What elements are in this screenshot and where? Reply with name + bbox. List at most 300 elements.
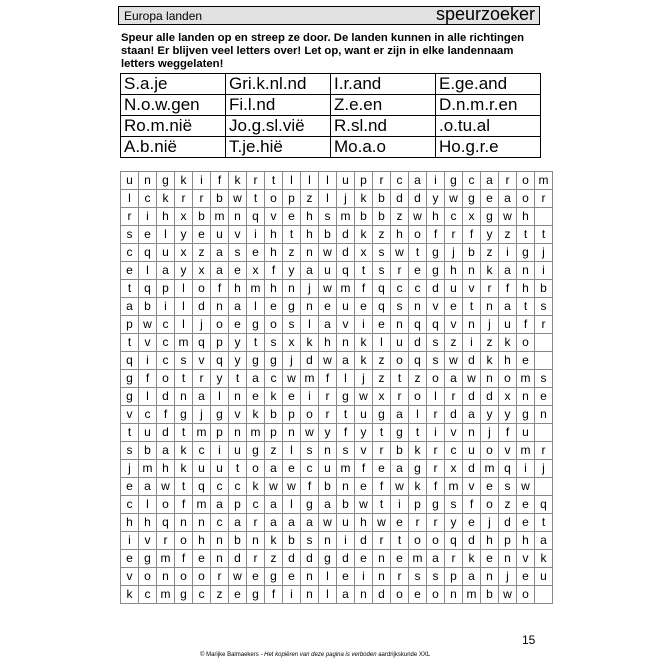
grid-cell[interactable]: c — [139, 190, 157, 208]
grid-cell[interactable]: c — [157, 334, 175, 352]
grid-cell[interactable]: q — [373, 280, 391, 298]
grid-cell[interactable]: z — [373, 352, 391, 370]
grid-cell[interactable]: u — [337, 298, 355, 316]
grid-cell[interactable]: i — [355, 568, 373, 586]
grid-cell[interactable]: r — [499, 172, 517, 190]
grid-cell[interactable]: p — [157, 280, 175, 298]
grid-cell[interactable]: r — [193, 370, 211, 388]
grid-cell[interactable]: f — [427, 226, 445, 244]
grid-cell[interactable]: t — [535, 226, 553, 244]
grid-cell[interactable]: q — [409, 316, 427, 334]
grid-cell[interactable]: h — [319, 334, 337, 352]
grid-cell[interactable]: h — [517, 532, 535, 550]
grid-cell[interactable]: e — [139, 226, 157, 244]
grid-cell[interactable]: z — [283, 244, 301, 262]
grid-cell[interactable]: f — [463, 496, 481, 514]
grid-cell[interactable]: k — [157, 190, 175, 208]
grid-cell[interactable]: u — [355, 406, 373, 424]
grid-cell[interactable]: n — [337, 334, 355, 352]
grid-cell[interactable]: o — [409, 226, 427, 244]
grid-cell[interactable]: g — [319, 550, 337, 568]
grid-cell[interactable]: g — [265, 352, 283, 370]
grid-cell[interactable]: f — [463, 226, 481, 244]
grid-cell[interactable]: t — [121, 424, 139, 442]
grid-cell[interactable]: a — [121, 298, 139, 316]
grid-cell[interactable]: w — [319, 280, 337, 298]
grid-cell[interactable]: n — [301, 568, 319, 586]
grid-cell[interactable]: m — [175, 334, 193, 352]
grid-cell[interactable]: a — [283, 514, 301, 532]
grid-cell[interactable]: n — [283, 424, 301, 442]
grid-cell[interactable]: q — [211, 352, 229, 370]
grid-cell[interactable]: m — [157, 550, 175, 568]
grid-cell[interactable]: l — [427, 388, 445, 406]
grid-cell[interactable]: g — [481, 208, 499, 226]
grid-cell[interactable]: n — [355, 586, 373, 604]
grid-cell[interactable]: c — [157, 352, 175, 370]
grid-cell[interactable]: s — [229, 244, 247, 262]
grid-cell[interactable]: x — [463, 208, 481, 226]
grid-cell[interactable]: u — [391, 334, 409, 352]
grid-cell[interactable]: y — [229, 334, 247, 352]
grid-cell[interactable]: j — [535, 460, 553, 478]
grid-cell[interactable]: w — [265, 478, 283, 496]
grid-cell[interactable]: c — [247, 496, 265, 514]
grid-cell[interactable]: i — [427, 172, 445, 190]
grid-cell[interactable]: r — [373, 532, 391, 550]
grid-cell[interactable]: w — [445, 352, 463, 370]
grid-cell[interactable]: g — [175, 406, 193, 424]
grid-cell[interactable]: k — [265, 388, 283, 406]
grid-cell[interactable]: s — [373, 262, 391, 280]
grid-cell[interactable]: j — [121, 460, 139, 478]
grid-cell[interactable]: c — [121, 244, 139, 262]
grid-cell[interactable]: t — [175, 424, 193, 442]
grid-cell[interactable]: n — [319, 532, 337, 550]
grid-cell[interactable]: u — [157, 244, 175, 262]
grid-cell[interactable]: g — [247, 586, 265, 604]
grid-cell[interactable]: l — [211, 388, 229, 406]
grid-cell[interactable]: l — [175, 280, 193, 298]
grid-cell[interactable]: t — [373, 496, 391, 514]
grid-cell[interactable]: b — [463, 244, 481, 262]
grid-cell[interactable]: v — [499, 442, 517, 460]
grid-cell[interactable]: t — [535, 514, 553, 532]
grid-cell[interactable]: p — [211, 424, 229, 442]
grid-cell[interactable]: s — [121, 442, 139, 460]
grid-cell[interactable]: e — [193, 226, 211, 244]
grid-cell[interactable]: u — [337, 514, 355, 532]
grid-cell[interactable]: w — [445, 190, 463, 208]
grid-cell[interactable]: o — [517, 190, 535, 208]
grid-cell[interactable]: p — [229, 496, 247, 514]
grid-cell[interactable]: a — [211, 244, 229, 262]
grid-cell[interactable]: o — [481, 442, 499, 460]
grid-cell[interactable]: b — [265, 406, 283, 424]
grid-cell[interactable]: d — [283, 550, 301, 568]
grid-cell[interactable]: u — [139, 424, 157, 442]
grid-cell[interactable]: y — [499, 406, 517, 424]
grid-cell[interactable]: l — [283, 496, 301, 514]
grid-cell[interactable]: z — [481, 334, 499, 352]
grid-cell[interactable]: l — [139, 388, 157, 406]
grid-cell[interactable]: e — [283, 460, 301, 478]
grid-cell[interactable]: e — [283, 208, 301, 226]
grid-cell[interactable]: v — [121, 406, 139, 424]
grid-cell[interactable]: f — [175, 496, 193, 514]
grid-cell[interactable]: g — [247, 352, 265, 370]
grid-cell[interactable]: c — [265, 370, 283, 388]
grid-cell[interactable]: o — [211, 316, 229, 334]
grid-cell[interactable]: k — [301, 334, 319, 352]
grid-cell[interactable]: t — [121, 334, 139, 352]
grid-cell[interactable]: m — [481, 460, 499, 478]
grid-cell[interactable]: n — [139, 172, 157, 190]
grid-cell[interactable] — [535, 586, 553, 604]
grid-cell[interactable]: b — [319, 478, 337, 496]
grid-cell[interactable]: d — [337, 550, 355, 568]
grid-cell[interactable]: t — [463, 298, 481, 316]
grid-cell[interactable]: h — [499, 352, 517, 370]
grid-cell[interactable]: h — [445, 262, 463, 280]
grid-cell[interactable]: a — [535, 532, 553, 550]
grid-cell[interactable]: y — [319, 424, 337, 442]
grid-cell[interactable]: o — [139, 568, 157, 586]
grid-cell[interactable]: v — [121, 568, 139, 586]
grid-cell[interactable]: i — [427, 424, 445, 442]
grid-cell[interactable]: r — [121, 208, 139, 226]
grid-cell[interactable]: n — [175, 514, 193, 532]
grid-cell[interactable]: p — [265, 424, 283, 442]
grid-cell[interactable]: v — [337, 316, 355, 334]
grid-cell[interactable]: a — [229, 514, 247, 532]
grid-cell[interactable]: s — [535, 370, 553, 388]
grid-cell[interactable]: o — [427, 586, 445, 604]
grid-cell[interactable]: o — [409, 532, 427, 550]
grid-cell[interactable]: n — [211, 532, 229, 550]
grid-cell[interactable]: g — [445, 172, 463, 190]
grid-cell[interactable]: t — [247, 334, 265, 352]
grid-cell[interactable]: k — [229, 172, 247, 190]
grid-cell[interactable]: u — [445, 280, 463, 298]
grid-cell[interactable]: f — [319, 370, 337, 388]
grid-cell[interactable]: r — [427, 442, 445, 460]
grid-cell[interactable]: n — [157, 568, 175, 586]
grid-cell[interactable]: z — [409, 370, 427, 388]
grid-cell[interactable]: m — [409, 550, 427, 568]
grid-cell[interactable]: r — [427, 514, 445, 532]
grid-cell[interactable]: z — [301, 190, 319, 208]
grid-cell[interactable]: d — [157, 424, 175, 442]
grid-cell[interactable]: j — [283, 352, 301, 370]
grid-cell[interactable]: n — [301, 586, 319, 604]
grid-cell[interactable]: w — [283, 478, 301, 496]
grid-cell[interactable]: n — [481, 568, 499, 586]
grid-cell[interactable]: t — [337, 406, 355, 424]
grid-cell[interactable]: q — [157, 514, 175, 532]
grid-cell[interactable]: v — [463, 280, 481, 298]
grid-cell[interactable]: a — [337, 586, 355, 604]
grid-cell[interactable]: e — [481, 190, 499, 208]
grid-cell[interactable]: k — [481, 262, 499, 280]
grid-cell[interactable]: e — [355, 478, 373, 496]
grid-cell[interactable]: f — [211, 172, 229, 190]
grid-cell[interactable]: w — [409, 208, 427, 226]
grid-cell[interactable]: l — [283, 172, 301, 190]
grid-cell[interactable]: z — [211, 586, 229, 604]
grid-cell[interactable]: o — [391, 352, 409, 370]
grid-cell[interactable]: m — [337, 280, 355, 298]
grid-cell[interactable]: z — [373, 370, 391, 388]
grid-cell[interactable]: s — [319, 208, 337, 226]
grid-cell[interactable]: d — [229, 550, 247, 568]
grid-cell[interactable]: u — [463, 442, 481, 460]
grid-cell[interactable]: g — [301, 496, 319, 514]
grid-cell[interactable]: h — [229, 280, 247, 298]
grid-cell[interactable]: w — [319, 352, 337, 370]
grid-cell[interactable]: s — [535, 298, 553, 316]
grid-cell[interactable]: s — [337, 442, 355, 460]
grid-cell[interactable]: m — [337, 460, 355, 478]
grid-cell[interactable]: h — [427, 208, 445, 226]
grid-cell[interactable]: y — [229, 352, 247, 370]
grid-cell[interactable]: i — [391, 496, 409, 514]
grid-cell[interactable]: e — [337, 568, 355, 586]
grid-cell[interactable]: o — [265, 190, 283, 208]
grid-cell[interactable]: l — [139, 496, 157, 514]
grid-cell[interactable]: d — [301, 550, 319, 568]
grid-cell[interactable]: k — [535, 550, 553, 568]
grid-cell[interactable]: s — [373, 244, 391, 262]
grid-cell[interactable]: t — [175, 478, 193, 496]
grid-cell[interactable]: r — [427, 460, 445, 478]
grid-cell[interactable]: c — [139, 586, 157, 604]
grid-cell[interactable]: r — [247, 514, 265, 532]
grid-cell[interactable]: h — [517, 208, 535, 226]
grid-cell[interactable]: n — [247, 532, 265, 550]
grid-cell[interactable]: s — [499, 478, 517, 496]
grid-cell[interactable]: p — [283, 406, 301, 424]
grid-cell[interactable]: o — [157, 370, 175, 388]
grid-cell[interactable]: d — [409, 190, 427, 208]
grid-cell[interactable]: q — [373, 298, 391, 316]
grid-cell[interactable]: w — [319, 244, 337, 262]
grid-cell[interactable]: e — [229, 316, 247, 334]
grid-cell[interactable]: i — [193, 172, 211, 190]
grid-cell[interactable]: q — [247, 208, 265, 226]
grid-cell[interactable]: h — [157, 208, 175, 226]
grid-cell[interactable]: e — [391, 514, 409, 532]
grid-cell[interactable]: j — [481, 514, 499, 532]
grid-cell[interactable]: w — [391, 244, 409, 262]
grid-cell[interactable]: d — [301, 352, 319, 370]
grid-cell[interactable]: w — [157, 478, 175, 496]
grid-cell[interactable]: j — [535, 244, 553, 262]
grid-cell[interactable]: m — [193, 424, 211, 442]
grid-cell[interactable]: r — [319, 388, 337, 406]
grid-cell[interactable]: g — [157, 172, 175, 190]
grid-cell[interactable]: p — [121, 316, 139, 334]
grid-cell[interactable]: x — [193, 262, 211, 280]
grid-cell[interactable]: r — [373, 442, 391, 460]
grid-cell[interactable]: c — [211, 478, 229, 496]
grid-cell[interactable]: b — [373, 208, 391, 226]
grid-cell[interactable]: t — [121, 280, 139, 298]
grid-cell[interactable]: s — [427, 352, 445, 370]
grid-cell[interactable]: u — [319, 262, 337, 280]
grid-cell[interactable]: f — [139, 370, 157, 388]
grid-cell[interactable]: i — [139, 208, 157, 226]
grid-cell[interactable]: l — [319, 586, 337, 604]
grid-cell[interactable]: o — [427, 370, 445, 388]
grid-cell[interactable]: p — [211, 334, 229, 352]
grid-cell[interactable]: s — [283, 316, 301, 334]
grid-cell[interactable]: z — [373, 226, 391, 244]
grid-cell[interactable]: v — [139, 334, 157, 352]
grid-cell[interactable]: o — [409, 388, 427, 406]
grid-cell[interactable]: w — [139, 316, 157, 334]
grid-cell[interactable]: e — [517, 568, 535, 586]
grid-cell[interactable]: k — [481, 352, 499, 370]
grid-cell[interactable]: s — [121, 226, 139, 244]
grid-cell[interactable]: m — [247, 280, 265, 298]
grid-cell[interactable]: w — [229, 190, 247, 208]
grid-cell[interactable]: p — [499, 532, 517, 550]
grid-cell[interactable]: i — [499, 244, 517, 262]
grid-cell[interactable]: o — [265, 316, 283, 334]
grid-cell[interactable]: l — [319, 190, 337, 208]
grid-cell[interactable]: j — [355, 370, 373, 388]
grid-cell[interactable]: e — [355, 550, 373, 568]
grid-cell[interactable]: i — [517, 460, 535, 478]
grid-cell[interactable]: u — [499, 316, 517, 334]
grid-cell[interactable]: e — [409, 586, 427, 604]
grid-cell[interactable]: o — [301, 406, 319, 424]
grid-cell[interactable]: p — [409, 496, 427, 514]
grid-cell[interactable]: f — [265, 262, 283, 280]
grid-cell[interactable]: q — [193, 478, 211, 496]
grid-cell[interactable]: y — [481, 406, 499, 424]
grid-cell[interactable]: d — [463, 388, 481, 406]
grid-cell[interactable]: o — [517, 172, 535, 190]
grid-cell[interactable]: l — [319, 172, 337, 190]
grid-cell[interactable]: g — [211, 406, 229, 424]
grid-cell[interactable]: h — [301, 208, 319, 226]
grid-cell[interactable]: v — [229, 406, 247, 424]
grid-cell[interactable]: j — [481, 424, 499, 442]
grid-cell[interactable]: r — [319, 406, 337, 424]
grid-cell[interactable]: m — [247, 424, 265, 442]
grid-cell[interactable]: e — [409, 262, 427, 280]
grid-cell[interactable]: c — [445, 208, 463, 226]
grid-cell[interactable]: r — [391, 388, 409, 406]
grid-cell[interactable]: i — [211, 442, 229, 460]
grid-cell[interactable]: g — [121, 388, 139, 406]
grid-cell[interactable]: v — [517, 550, 535, 568]
grid-cell[interactable]: a — [427, 550, 445, 568]
grid-cell[interactable]: c — [193, 586, 211, 604]
grid-cell[interactable]: e — [481, 478, 499, 496]
grid-cell[interactable]: y — [427, 190, 445, 208]
grid-cell[interactable]: n — [463, 424, 481, 442]
grid-cell[interactable]: t — [391, 370, 409, 388]
grid-cell[interactable]: g — [427, 262, 445, 280]
grid-cell[interactable]: e — [319, 298, 337, 316]
grid-cell[interactable]: n — [391, 316, 409, 334]
grid-cell[interactable]: i — [355, 316, 373, 334]
grid-cell[interactable]: n — [517, 262, 535, 280]
grid-cell[interactable]: f — [427, 478, 445, 496]
grid-cell[interactable]: s — [427, 334, 445, 352]
grid-cell[interactable]: e — [517, 496, 535, 514]
grid-cell[interactable]: e — [463, 514, 481, 532]
grid-cell[interactable]: w — [301, 424, 319, 442]
grid-cell[interactable]: n — [319, 442, 337, 460]
grid-cell[interactable]: n — [193, 514, 211, 532]
grid-cell[interactable]: h — [355, 514, 373, 532]
grid-cell[interactable]: k — [409, 442, 427, 460]
grid-cell[interactable]: e — [121, 550, 139, 568]
grid-cell[interactable]: a — [139, 478, 157, 496]
grid-cell[interactable]: n — [373, 568, 391, 586]
grid-cell[interactable]: h — [517, 280, 535, 298]
grid-cell[interactable]: b — [319, 226, 337, 244]
grid-cell[interactable]: o — [193, 568, 211, 586]
grid-cell[interactable]: w — [391, 478, 409, 496]
grid-cell[interactable]: h — [481, 532, 499, 550]
grid-cell[interactable]: t — [355, 262, 373, 280]
grid-cell[interactable]: e — [229, 262, 247, 280]
grid-cell[interactable]: a — [301, 514, 319, 532]
grid-cell[interactable]: c — [301, 460, 319, 478]
grid-cell[interactable]: r — [535, 316, 553, 334]
grid-cell[interactable]: e — [247, 568, 265, 586]
grid-cell[interactable]: c — [409, 280, 427, 298]
grid-cell[interactable]: g — [247, 442, 265, 460]
grid-cell[interactable]: l — [409, 406, 427, 424]
grid-cell[interactable]: c — [211, 514, 229, 532]
grid-cell[interactable]: l — [301, 316, 319, 334]
grid-cell[interactable]: d — [409, 334, 427, 352]
grid-cell[interactable]: h — [301, 226, 319, 244]
grid-cell[interactable]: o — [175, 532, 193, 550]
grid-cell[interactable]: r — [535, 190, 553, 208]
grid-cell[interactable]: u — [517, 424, 535, 442]
grid-cell[interactable]: k — [355, 226, 373, 244]
grid-cell[interactable]: r — [175, 190, 193, 208]
grid-cell[interactable]: r — [247, 172, 265, 190]
grid-cell[interactable]: b — [229, 532, 247, 550]
grid-cell[interactable]: a — [499, 298, 517, 316]
grid-cell[interactable]: r — [445, 550, 463, 568]
grid-cell[interactable]: i — [121, 532, 139, 550]
grid-cell[interactable]: m — [535, 172, 553, 190]
grid-cell[interactable]: m — [445, 478, 463, 496]
grid-cell[interactable]: h — [193, 532, 211, 550]
grid-cell[interactable]: o — [247, 460, 265, 478]
grid-cell[interactable]: q — [409, 352, 427, 370]
grid-cell[interactable]: s — [391, 298, 409, 316]
grid-cell[interactable]: x — [499, 388, 517, 406]
grid-cell[interactable]: g — [463, 190, 481, 208]
grid-cell[interactable]: i — [283, 586, 301, 604]
grid-cell[interactable]: m — [211, 208, 229, 226]
grid-cell[interactable]: e — [265, 298, 283, 316]
grid-cell[interactable]: o — [499, 370, 517, 388]
grid-cell[interactable]: o — [193, 280, 211, 298]
grid-cell[interactable]: q — [139, 244, 157, 262]
grid-cell[interactable]: h — [265, 226, 283, 244]
